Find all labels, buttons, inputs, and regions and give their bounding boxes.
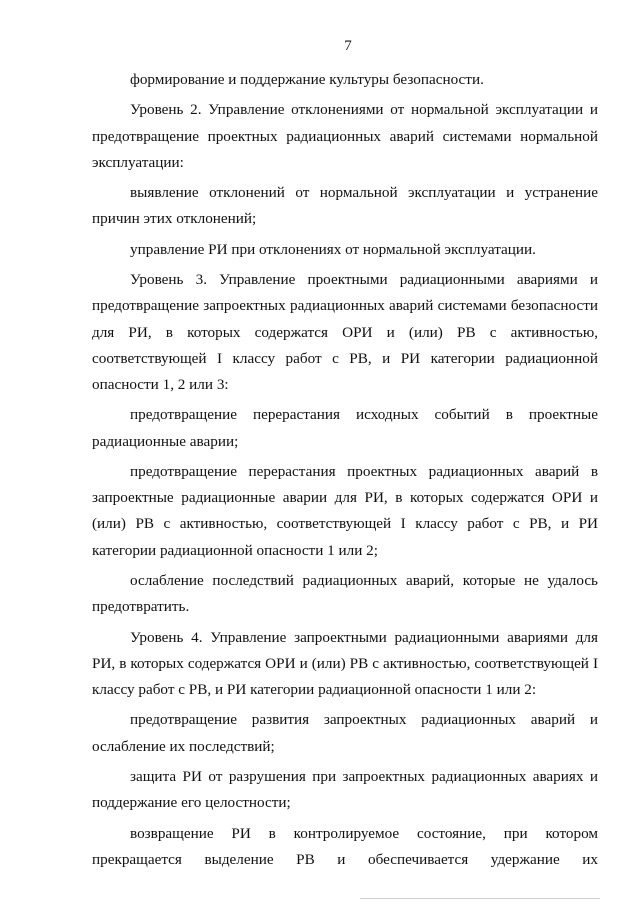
paragraph: возвращение РИ в контролируемое состояние, при котором прекращается выделение РВ и обеспечивается удержание их (92, 824, 598, 868)
paragraph: ослабление последствий радиационных аварий, которые не удалось предотвратить. (92, 571, 598, 616)
paragraph: защита РИ от разрушения при запроектных радиационных авариях и поддержание его целостности; (92, 767, 598, 812)
page-edge-line (360, 898, 600, 899)
paragraph: предотвращение перерастания проектных радиационных аварий в запроектные радиационные аварии для РИ, в которых содержатся ОРИ и (или) РВ с активностью, соответствующей I классу работ с РВ, и РИ категории радиационной опасности 1 или 2; (92, 462, 598, 559)
paragraph: предотвращение развития запроектных радиационных аварий и ослабление их последствий; (92, 711, 598, 755)
paragraph: Уровень 2. Управление отклонениями от нормальной эксплуатации и предотвращение проектных радиационных аварий системами нормальной эксплуатации: (92, 101, 598, 171)
paragraph: формирование и поддержание культуры безопасности. (130, 71, 484, 88)
paragraph: управление РИ при отклонениях от нормальной эксплуатации. (130, 240, 536, 258)
paragraph: выявление отклонений от нормальной эксплуатации и устранение причин этих отклонений; (92, 184, 598, 228)
paragraph: Уровень 3. Управление проектными радиационными авариями и предотвращение запроектных радиационных аварий системами безопасности для РИ, в которых содержатся ОРИ и (или) РВ с активностью, соответствующей I классу работ с РВ, и РИ категории радиационной опасности 1, 2 или 3: (92, 271, 598, 393)
paragraph: Уровень 4. Управление запроектными радиационными авариями для РИ, в которых содержатся ОРИ и (или) РВ с активностью, соответствующей I классу работ с РВ, и РИ категории радиационной опасности 1 или 2: (92, 628, 598, 698)
page-number: 7 (344, 38, 352, 54)
document-body (92, 67, 598, 877)
paragraph: предотвращение перерастания исходных событий в проектные радиационные аварии; (92, 406, 598, 450)
